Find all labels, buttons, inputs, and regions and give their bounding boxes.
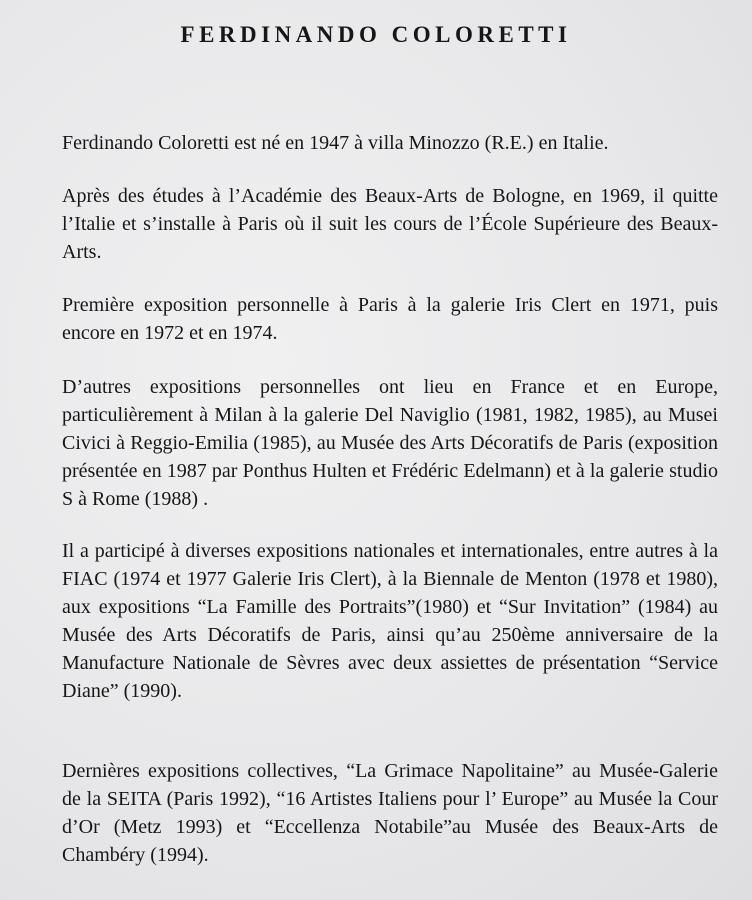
page-title: FERDINANDO COLORETTI [180, 22, 572, 47]
paragraph-education: Après des études à l’Académie des Beaux-Arts de Bologne, en 1969, il quitte l’Italie et s’installe à Paris où il suit les cours de l’École Supérieure des Beaux-Arts. [62, 185, 718, 263]
paragraph-group-exhibitions: Il a participé à diverses expositions nationales et internationales, entre autres à la FIAC (1974 et 1977 Galerie Iris Clert), à la Biennale de Menton (1978 et 1980), aux expositions “La Famille des Portraits”(1980) et “Sur Invitation” (1984) au Musée des Arts Décoratifs de Paris, ainsi qu’au 250ème anniversaire de la Manufacture Nationale de Sèvres avec deux assiettes de présentation “Service Diane” (1990). [62, 540, 718, 702]
paragraph-birth: Ferdinando Coloretti est né en 1947 à villa Minozzo (R.E.) en Italie. [62, 132, 609, 154]
paragraph-first-exhibition: Première exposition personnelle à Paris à la galerie Iris Clert en 1971, puis encore en 1972 et en 1974. [62, 294, 718, 344]
paragraph-recent-exhibitions: Dernières expositions collectives, “La Grimace Napolitaine” au Musée-Galerie de la SEITA (Paris 1992), “16 Artistes Italiens pour l’ Europe” au Musée la Cour d’Or (Metz 1993) et “Eccellenza Notabile”au Musée des Beaux-Arts de Chambéry (1994). [62, 760, 718, 866]
paragraph-personal-exhibitions: D’autres expositions personnelles ont lieu en France et en Europe, particulièrement à Milan à la galerie Del Naviglio (1981, 1982, 1985), au Musei Civici à Reggio-Emilia (1985), au Musée des Arts Décoratifs de Paris (exposition présentée en 1987 par Ponthus Hulten et Frédéric Edelmann) et à la galerie studio S à Rome (1988) . [62, 376, 718, 510]
